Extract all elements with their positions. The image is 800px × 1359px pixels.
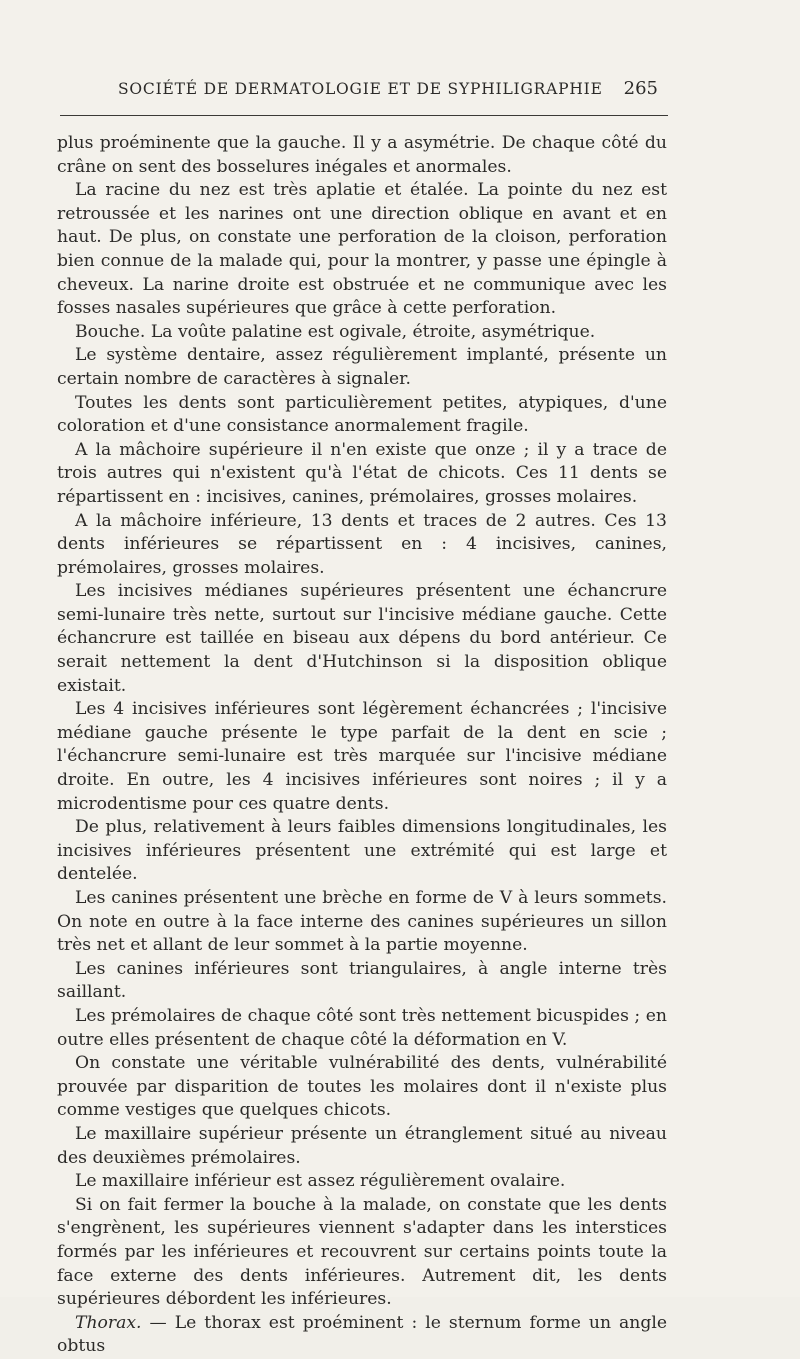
paragraph: La racine du nez est très aplatie et étalée. La pointe du nez est retroussée et les narines ont une direction oblique en avant et en haut. De plus, on constate une perforation de la cloison, perforation bien connue de la malade qui, pour la montrer, y passe une épingle à cheveux. La narine droite est obstruée et ne communique avec les fosses nasales supérieures que grâce à cette perforation.	[57, 180, 667, 319]
thorax-text: — Le thorax est proéminent : le sternum forme un angle obtus	[57, 1312, 667, 1357]
paragraph: Le système dentaire, assez régulièrement implanté, présente un certain nombre de caractères à signaler.	[57, 345, 667, 389]
paragraph: plus proéminente que la gauche. Il y a asymétrie. De chaque côté du crâne on sent des bosselures inégales et anormales.	[57, 133, 667, 177]
thorax-paragraph	[57, 1312, 667, 1359]
page-number: 265	[623, 78, 658, 99]
paragraph: Bouche. La voûte palatine est ogivale, étroite, asymétrique.	[75, 321, 596, 342]
paragraph: Les canines inférieures sont triangulaires, à angle interne très saillant.	[57, 958, 667, 1003]
body-text	[57, 132, 667, 1359]
thorax-label: Thorax.	[75, 1312, 142, 1333]
paragraph: Le maxillaire inférieur est assez régulièrement ovalaire.	[75, 1171, 566, 1192]
paragraph: Toutes les dents sont particulièrement petites, atypiques, d'une coloration et d'une consistance anormalement fragile.	[57, 392, 667, 437]
header-rule	[60, 115, 668, 116]
paragraph: Les incisives médianes supérieures présentent une échancrure semi-lunaire très nette, surtout sur l'incisive médiane gauche. Cette échancrure est taillée en biseau aux dépens du bord antérieur. Ce serait nettement la dent d'Hutchinson si la disposition oblique existait.	[57, 581, 667, 696]
paragraph: A la mâchoire supérieure il n'en existe que onze ; il y a trace de trois autres qui n'existent qu'à l'état de chicots. Ces 11 dents se répartissent en : incisives, canines, prémolaires, grosses molaires.	[57, 439, 667, 507]
paragraph: De plus, relativement à leurs faibles dimensions longitudinales, les incisives inférieures présentent une extrémité qui est large et dentelée.	[57, 817, 667, 885]
paragraph: Le maxillaire supérieur présente un étranglement situé au niveau des deuxièmes prémolaires.	[57, 1123, 667, 1168]
paragraph: Les canines présentent une brèche en forme de V à leurs sommets. On note en outre à la face interne des canines supérieures un sillon très net et allant de leur sommet à la partie moyenne.	[57, 888, 667, 956]
paragraph: Les prémolaires de chaque côté sont très nettement bicuspides ; en outre elles présentent de chaque côté la déformation en V.	[57, 1005, 667, 1050]
header-title: SOCIÉTÉ DE DERMATOLOGIE ET DE SYPHILIGRAPHIE	[118, 80, 603, 98]
paragraph: Si on fait fermer la bouche à la malade, on constate que les dents s'engrènent, les supérieures viennent s'adapter dans les interstices formés par les inférieures et recouvrent sur certains points toute la face externe des dents inférieures. Autrement dit, les dents supérieures débordent les inférieures.	[57, 1194, 667, 1310]
paragraph: A la mâchoire inférieure, 13 dents et traces de 2 autres. Ces 13 dents inférieures se répartissent en : 4 incisives, canines, prémolaires, grosses molaires.	[57, 510, 667, 578]
paragraph: Les 4 incisives inférieures sont légèrement échancrées ; l'incisive médiane gauche présente le type parfait de la dent en scie ; l'échancrure semi-lunaire est très marquée sur l'incisive médiane droite. En outre, les 4 incisives inférieures sont noires ; il y a microdentisme pour ces quatre dents.	[57, 699, 667, 814]
paragraph: On constate une véritable vulnérabilité des dents, vulnérabilité prouvée par disparition de toutes les molaires dont il n'existe plus comme vestiges que quelques chicots.	[57, 1053, 667, 1121]
running-header	[60, 80, 660, 106]
